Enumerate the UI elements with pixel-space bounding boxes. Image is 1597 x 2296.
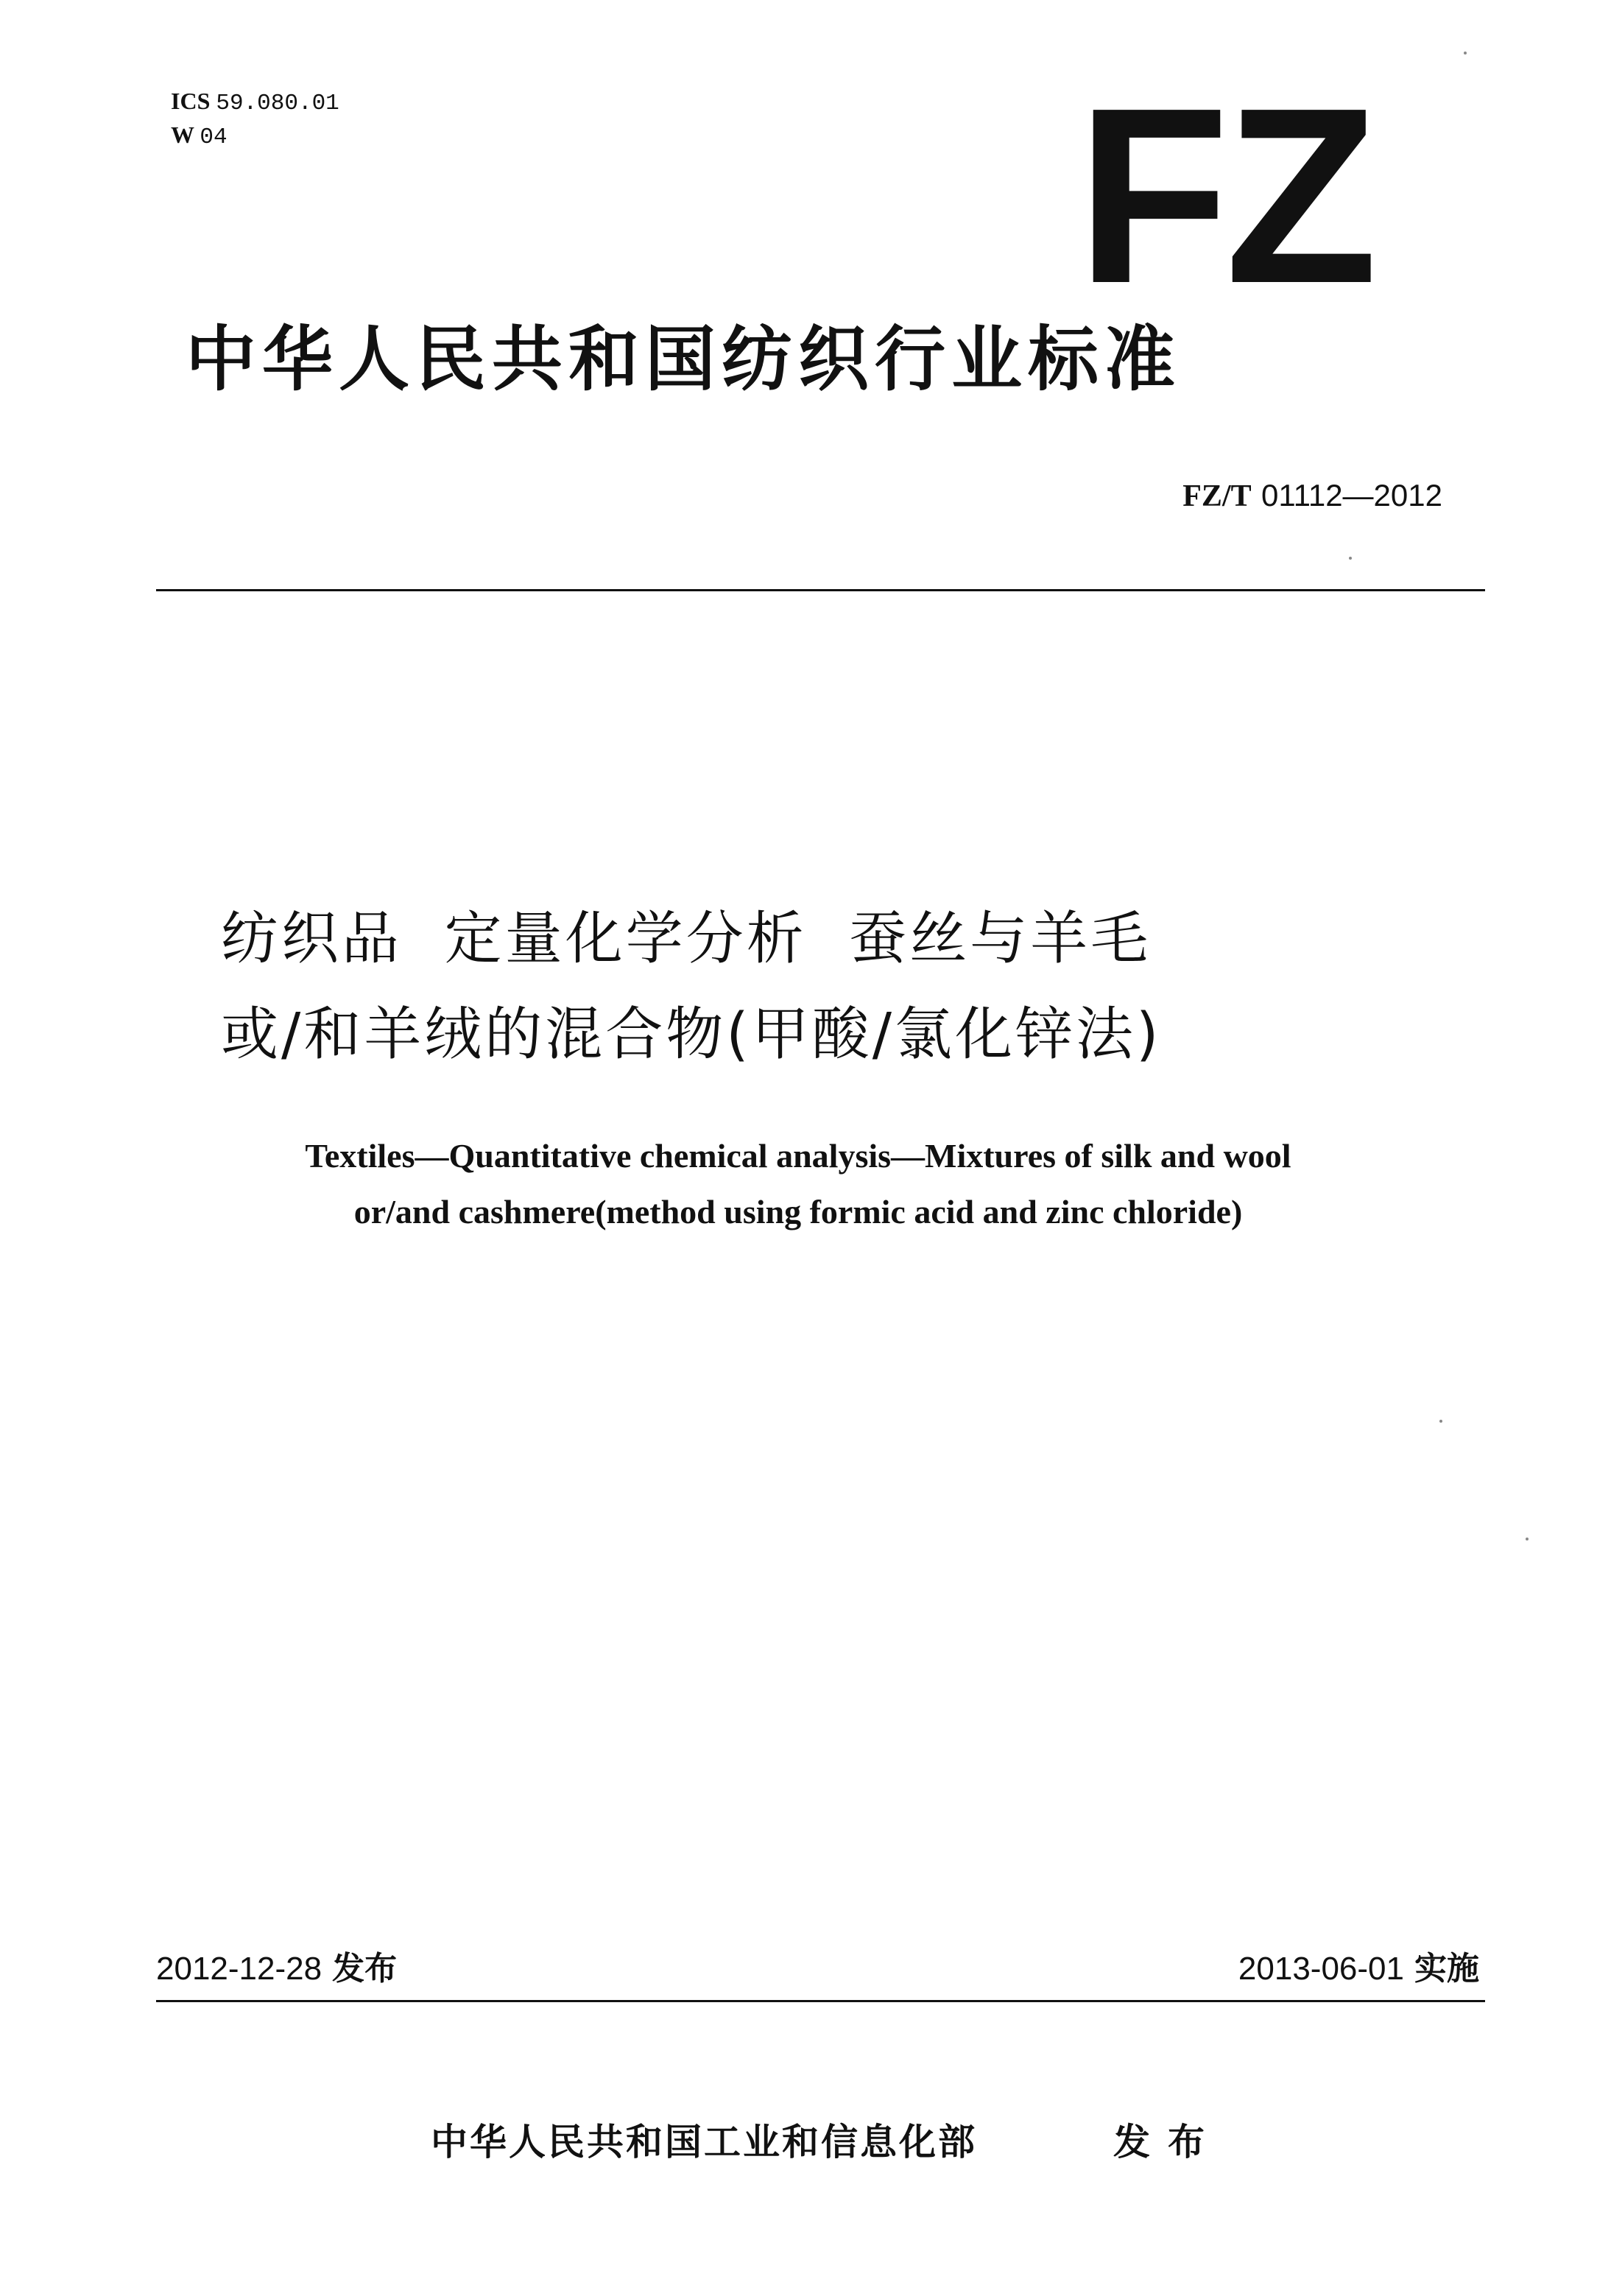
scan-speck <box>1439 1420 1442 1423</box>
implementation-date <box>1238 1947 1479 1991</box>
issue-date <box>156 1947 397 1991</box>
issue-date-label: 发布 <box>332 1950 398 1987</box>
standard-category-title: 中华人民共和国纺织行业标准 <box>186 318 1181 401</box>
chinese-title-line-1: 纺织品 定量化学分析 蚕丝与羊毛 <box>221 906 1152 972</box>
bottom-divider <box>156 2000 1485 2002</box>
ics-value: 59.080.01 <box>216 91 339 116</box>
english-title-line-1: Textiles—Quantitative chemical analysis—Mixtures of silk and wool <box>305 1137 1291 1175</box>
ccs-value: 04 <box>200 124 228 150</box>
top-divider <box>156 589 1485 591</box>
issuing-authority: 中华人民共和国工业和信息化部 <box>431 2121 977 2163</box>
standard-number-value: 01112—2012 <box>1261 478 1442 513</box>
standard-number <box>1182 475 1442 517</box>
scan-speck <box>1526 1538 1529 1540</box>
issuing-action: 发布 <box>1113 2121 1222 2163</box>
fz-logo: FZ <box>1076 56 1374 336</box>
ccs-label: W <box>171 122 194 148</box>
implementation-date-value: 2013-06-01 <box>1238 1951 1404 1987</box>
standard-number-prefix: FZ/T <box>1182 479 1252 513</box>
ics-code <box>171 85 339 119</box>
scan-speck <box>1464 52 1467 54</box>
scan-speck <box>1349 557 1352 560</box>
english-title-line-2: or/and cashmere(method using formic acid and zinc chloride) <box>353 1193 1243 1230</box>
chinese-title-line-2: 或/和羊绒的混合物(甲酸/氯化锌法) <box>221 1001 1162 1068</box>
ics-label: ICS <box>171 88 211 114</box>
ccs-code <box>171 119 339 153</box>
classification-codes <box>171 85 339 153</box>
implementation-date-label: 实施 <box>1414 1950 1479 1987</box>
issue-date-value: 2012-12-28 <box>156 1951 322 1987</box>
